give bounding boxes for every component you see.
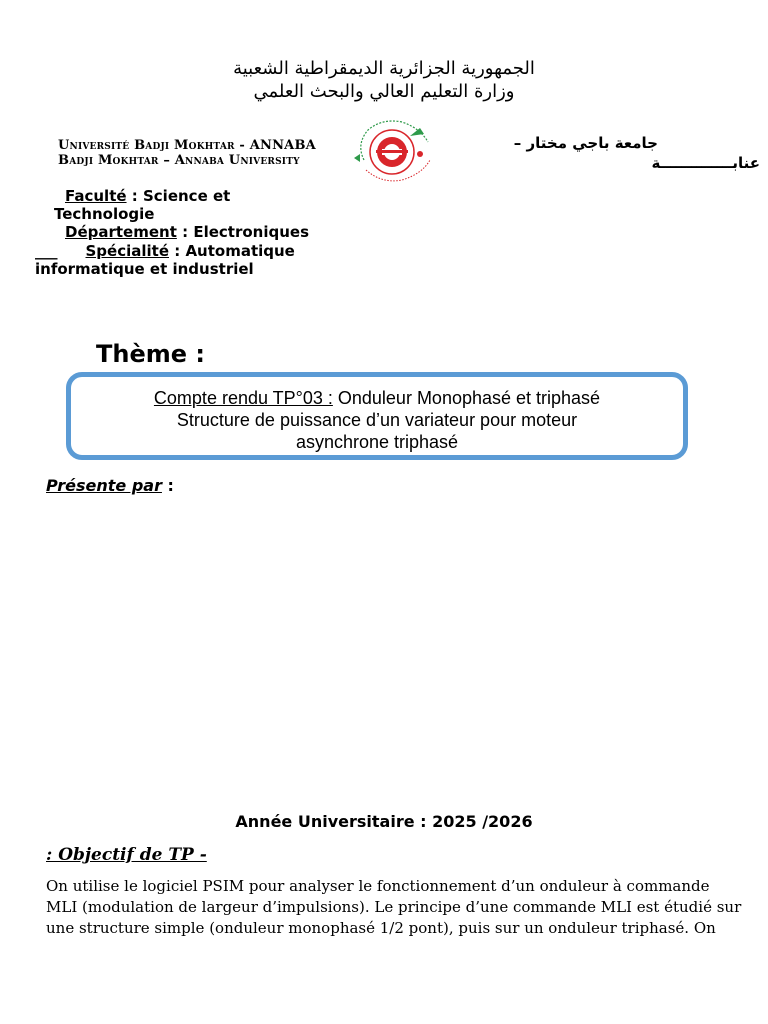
theme-label: Thème :	[96, 340, 205, 368]
report-title: Onduleur Monophasé et triphasé	[332, 388, 601, 408]
republic-title: الجمهورية الجزائرية الديمقراطية الشعبية	[233, 58, 535, 79]
objective-title: : Objectif de TP -	[46, 845, 207, 865]
faculty-line	[65, 187, 230, 205]
report-title-prefix: Compte rendu TP°03 :	[153, 388, 333, 408]
theme-box	[66, 372, 688, 460]
faculty-value: : Science et	[126, 187, 231, 205]
presented-by-label: Présente par	[46, 476, 162, 495]
faculty-label: Faculté	[65, 187, 127, 205]
paragraph-line: une structure simple (onduleur monophasé 1/2 pont), puis sur un onduleur triphasé. On	[46, 919, 716, 937]
department-value: : Electroniques	[176, 223, 309, 241]
ministry-title: وزارة التعليم العالي والبحث العلمي	[253, 81, 515, 102]
logo-emblem-icon	[346, 114, 438, 186]
specialty-label: Spécialité	[85, 242, 169, 260]
presented-by	[46, 476, 174, 495]
university-logo	[346, 114, 438, 186]
theme-line-1	[71, 387, 683, 409]
university-name-ar: جامعة باجي مختار –	[513, 134, 658, 152]
objective-paragraph	[46, 876, 742, 939]
theme-line-3: asynchrone triphasé	[295, 432, 459, 452]
university-city-ar: عنابــــــــــــــة	[651, 154, 760, 172]
specialty-value: : Automatique	[169, 242, 295, 260]
presented-by-colon: :	[161, 476, 174, 495]
university-name-en: Badji Mokhtar – Annaba University	[58, 153, 300, 168]
academic-year: Année Universitaire : 2025 /2026	[235, 812, 533, 831]
paragraph-line: On utilise le logiciel PSIM pour analyser le fonctionnement d’un onduleur à commande	[46, 877, 710, 895]
department-line	[65, 223, 309, 241]
paragraph-line: MLI (modulation de largeur d’impulsions). Le principe d’une commande MLI est étudié sur	[46, 898, 742, 916]
department-label: Département	[65, 223, 177, 241]
specialty-line-cont: informatique et industriel	[35, 260, 254, 278]
specialty-line	[35, 242, 295, 260]
university-name-fr: Université Badji Mokhtar - ANNABA	[58, 138, 316, 153]
theme-line-2: Structure de puissance d’un variateur pour moteur	[176, 410, 578, 430]
faculty-line-cont: Technologie	[54, 205, 155, 223]
specialty-prefix: ___	[35, 242, 58, 260]
